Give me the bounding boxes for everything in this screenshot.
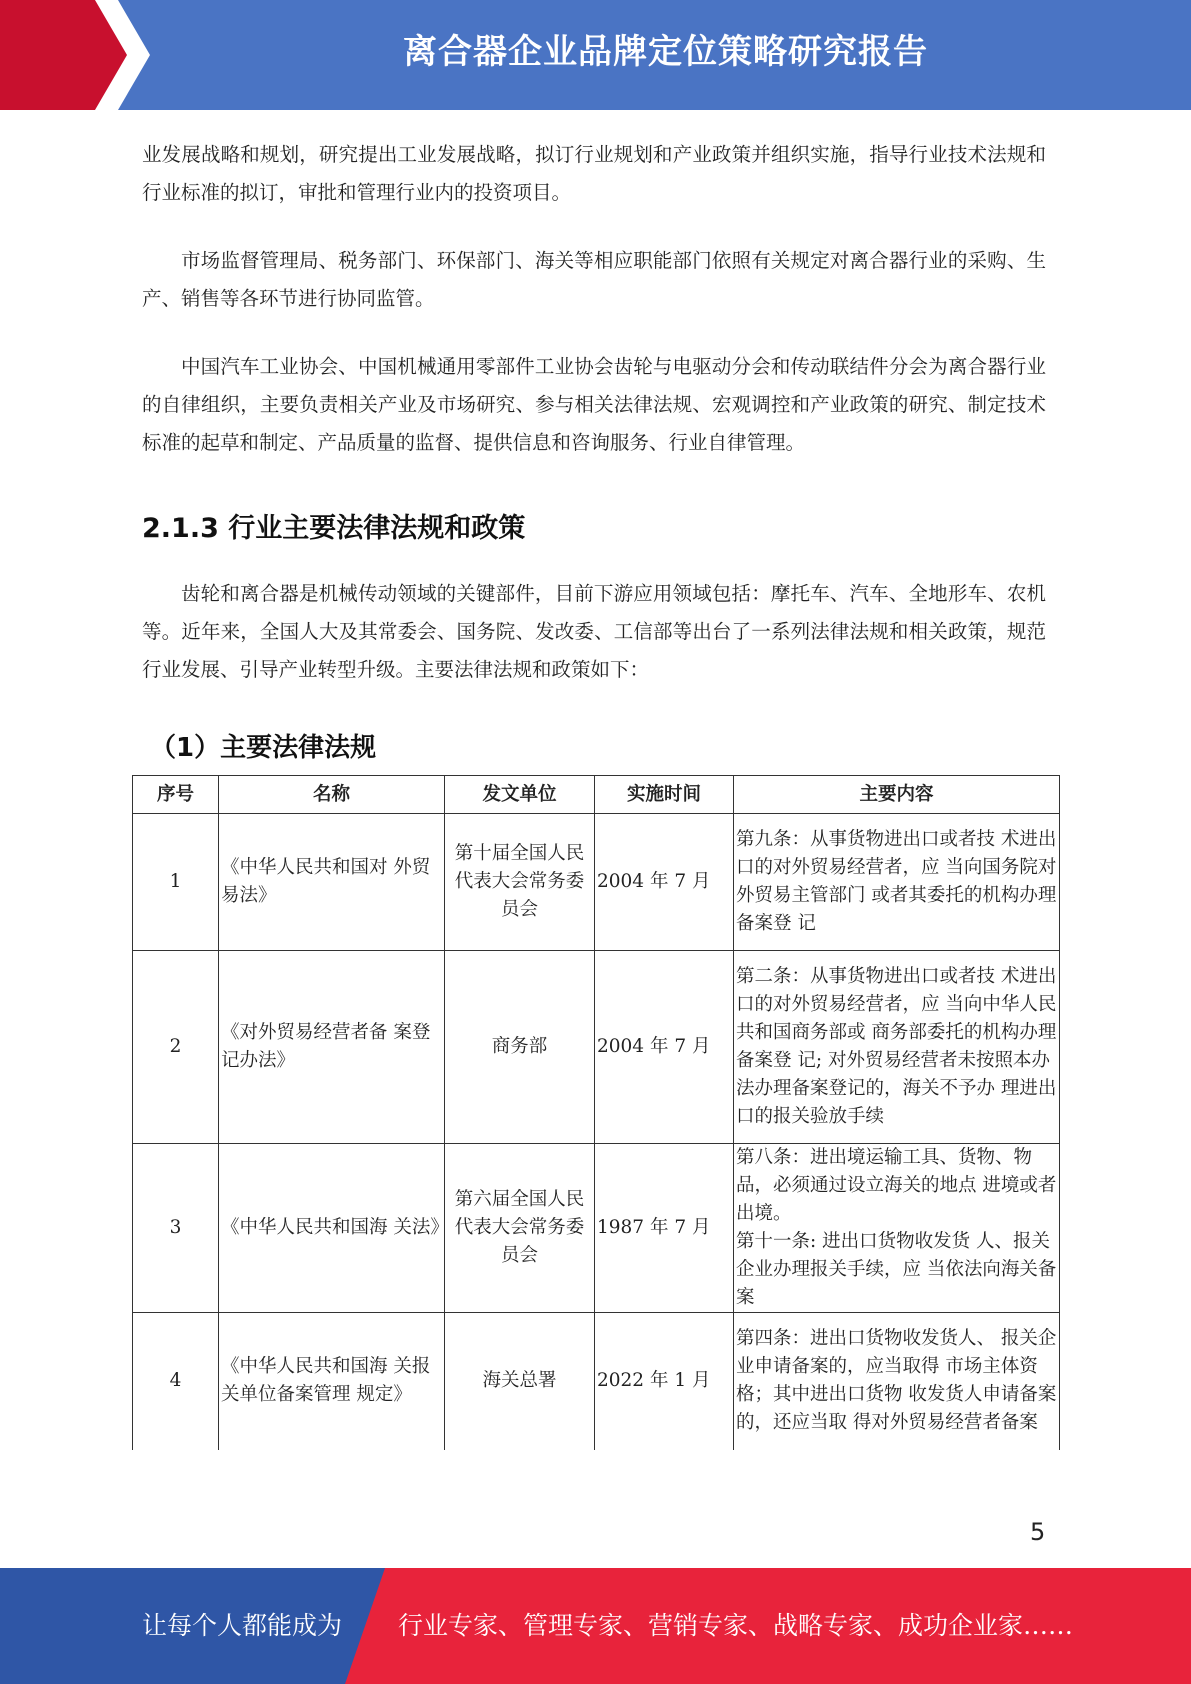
- header-name: 名称: [219, 776, 445, 814]
- cell-name: 《中华人民共和国海 关报关单位备案管理 规定》: [219, 1313, 445, 1450]
- footer-slogan-left: 让每个人都能成为: [142, 1611, 343, 1640]
- header-date: 实施时间: [595, 776, 734, 814]
- cell-number: 4: [133, 1313, 219, 1450]
- cell-name: 《对外贸易经营者备 案登记办法》: [219, 951, 445, 1144]
- cell-number: 3: [133, 1144, 219, 1313]
- table-row: [133, 1144, 1060, 1313]
- cell-name: 《中华人民共和国对 外贸易法》: [219, 814, 445, 951]
- section-heading: 2.1.3 行业主要法律法规和政策: [142, 513, 526, 544]
- cell-issuer: 第六届全国人民代表大会常务委员会: [445, 1144, 595, 1313]
- header-content: 主要内容: [734, 776, 1060, 814]
- paragraph-2: 市场监督管理局、税务部门、环保部门、海关等相应职能部门依照有关规定对离合器行业的采购、生产、销售等各环节进行协同监管。: [142, 249, 1046, 310]
- table-header-row: [133, 776, 1060, 814]
- cell-number: 1: [133, 814, 219, 951]
- cell-name: 《中华人民共和国海 关法》: [219, 1144, 445, 1313]
- cell-issuer: 第十届全国人民代表大会常务委员会: [445, 814, 595, 951]
- cell-content: 第二条：从事货物进出口或者技 术进出口的对外贸易经营者，应 当向中华人民共和国商务部或 商务部委托的机构办理备案登 记; 对外贸易经营者未按照本办 法办理备案登记的，海关不予办 理进出口的报关验放手续: [734, 951, 1060, 1144]
- report-title: 离合器企业品牌定位策略研究报告: [403, 32, 928, 72]
- page-footer: [0, 1568, 1191, 1684]
- page-header: [0, 0, 1191, 110]
- subsection-heading: （1）主要法律法规: [150, 733, 377, 763]
- laws-table: [132, 775, 1060, 1450]
- paragraph-3: 中国汽车工业协会、中国机械通用零部件工业协会齿轮与电驱动分会和传动联结件分会为离合器行业的自律组织，主要负责相关产业及市场研究、参与相关法律法规、宏观调控和产业政策的研究、制定技术标准的起草和制定、产品质量的监督、提供信息和咨询服务、行业自律管理。: [142, 355, 1046, 454]
- main-content: [142, 136, 1046, 798]
- cell-content: 第四条：进出口货物收发货人、 报关企业申请备案的，应当取得 市场主体资格；其中进出口货物 收发货人申请备案的，还应当取 得对外贸易经营者备案: [734, 1313, 1060, 1450]
- cell-content: 第八条：进出境运输工具、货物、物品，必须通过设立海关的地点 进境或者出境。 第十一条: 进出口货物收发货 人、报关企业办理报关手续，应 当依法向海关备案: [734, 1144, 1060, 1313]
- cell-date: 1987 年 7 月: [595, 1144, 734, 1313]
- footer-slogan-right: 行业专家、管理专家、营销专家、战略专家、成功企业家……: [398, 1611, 1074, 1640]
- cell-issuer: 海关总署: [445, 1313, 595, 1450]
- cell-date: 2004 年 7 月: [595, 951, 734, 1144]
- page-number: 5: [1030, 1518, 1046, 1546]
- paragraph-1: 业发展战略和规划，研究提出工业发展战略，拟订行业规划和产业政策并组织实施，指导行业技术法规和行业标准的拟订，审批和管理行业内的投资项目。: [142, 143, 1046, 204]
- header-number: 序号: [133, 776, 219, 814]
- header-issuer: 发文单位: [445, 776, 595, 814]
- table-row: [133, 814, 1060, 951]
- cell-content: 第九条：从事货物进出口或者技 术进出口的对外贸易经营者，应 当向国务院对外贸易主管部门 或者其委托的机构办理备案登 记: [734, 814, 1060, 951]
- cell-date: 2022 年 1 月: [595, 1313, 734, 1450]
- cell-issuer: 商务部: [445, 951, 595, 1144]
- table-row: [133, 951, 1060, 1144]
- cell-number: 2: [133, 951, 219, 1144]
- cell-date: 2004 年 7 月: [595, 814, 734, 951]
- table-row: [133, 1313, 1060, 1450]
- paragraph-4: 齿轮和离合器是机械传动领域的关键部件，目前下游应用领域包括：摩托车、汽车、全地形车、农机等。近年来，全国人大及其常委会、国务院、发改委、工信部等出台了一系列法律法规和相关政策，规范行业发展、引导产业转型升级。主要法律法规和政策如下：: [142, 582, 1046, 681]
